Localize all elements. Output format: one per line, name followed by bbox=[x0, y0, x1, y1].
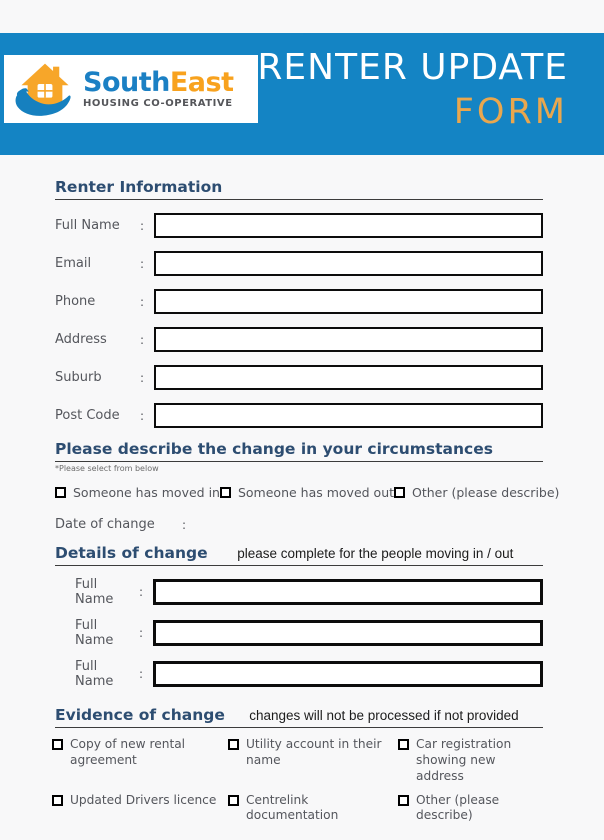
email-input[interactable] bbox=[154, 251, 543, 276]
address-input[interactable] bbox=[154, 327, 543, 352]
option-utility-account[interactable] bbox=[228, 737, 398, 785]
brand-name bbox=[83, 66, 234, 98]
details-full-name-label: Full Name bbox=[75, 618, 114, 648]
logo-text bbox=[83, 66, 234, 110]
moving-person-1-name-input[interactable] bbox=[153, 579, 543, 605]
evidence-options bbox=[52, 737, 543, 824]
option-someone-moved-in[interactable] bbox=[55, 485, 220, 500]
renter-information-heading-text: Renter Information bbox=[55, 178, 223, 196]
other-circumstance-checkbox[interactable] bbox=[394, 487, 405, 498]
select-from-below-note: *Please select from below bbox=[55, 464, 159, 473]
details-heading-text: Details of change bbox=[55, 544, 208, 562]
post-code-input[interactable] bbox=[154, 403, 543, 428]
phone-label: Phone bbox=[55, 294, 96, 309]
suburb-label: Suburb bbox=[55, 370, 102, 385]
evidence-heading bbox=[55, 706, 543, 728]
details-note: please complete for the people moving in / out bbox=[237, 546, 514, 561]
someone-moved-out-label: Someone has moved out bbox=[237, 485, 395, 500]
colon-separator: : bbox=[139, 585, 144, 599]
drivers-licence-checkbox[interactable] bbox=[52, 795, 63, 806]
field-row-post-code bbox=[55, 403, 543, 428]
drivers-licence-label: Updated Drivers licence bbox=[70, 792, 217, 807]
evidence-heading-text: Evidence of change bbox=[55, 706, 225, 724]
field-row-suburb bbox=[55, 365, 543, 390]
logo bbox=[4, 55, 258, 123]
date-of-change-label: Date of change bbox=[55, 517, 155, 532]
someone-moved-in-label: Someone has moved in bbox=[73, 485, 220, 500]
other-circumstance-label: Other (please describe) bbox=[412, 485, 560, 500]
car-registration-label: Car registration showing new address bbox=[416, 737, 512, 783]
moving-person-3-name-input[interactable] bbox=[153, 661, 543, 687]
option-other-evidence[interactable] bbox=[398, 793, 543, 825]
details-heading bbox=[55, 544, 543, 566]
field-row-address bbox=[55, 327, 543, 352]
evidence-note: changes will not be processed if not provided bbox=[249, 708, 519, 723]
car-registration-checkbox[interactable] bbox=[398, 739, 409, 750]
option-rental-agreement[interactable] bbox=[52, 737, 228, 785]
details-row-1 bbox=[75, 577, 543, 607]
someone-moved-out-checkbox[interactable] bbox=[220, 487, 231, 498]
form-title bbox=[257, 47, 568, 132]
section-evidence-of-change bbox=[55, 706, 543, 824]
post-code-label: Post Code bbox=[55, 408, 120, 423]
field-row-email bbox=[55, 251, 543, 276]
colon-separator: : bbox=[140, 332, 145, 347]
details-full-name-label: Full Name bbox=[75, 659, 114, 689]
other-evidence-checkbox[interactable] bbox=[398, 795, 409, 806]
suburb-input[interactable] bbox=[154, 365, 543, 390]
rental-agreement-label: Copy of new rental agreement bbox=[70, 737, 186, 767]
colon-separator: : bbox=[182, 517, 187, 532]
colon-separator: : bbox=[140, 218, 145, 233]
address-label: Address bbox=[55, 332, 107, 347]
circumstance-options bbox=[55, 485, 560, 500]
utility-account-label: Utility account in their name bbox=[246, 737, 382, 767]
brand-east: East bbox=[169, 66, 234, 98]
brand-south: South bbox=[83, 66, 170, 98]
section-renter-information bbox=[55, 178, 543, 428]
section-details-of-change bbox=[55, 544, 543, 689]
section-circumstances bbox=[55, 440, 560, 532]
form-content bbox=[0, 178, 604, 824]
utility-account-checkbox[interactable] bbox=[228, 739, 239, 750]
rental-agreement-checkbox[interactable] bbox=[52, 739, 63, 750]
someone-moved-in-checkbox[interactable] bbox=[55, 487, 66, 498]
option-someone-moved-out[interactable] bbox=[220, 485, 394, 500]
colon-separator: : bbox=[139, 626, 144, 640]
phone-input[interactable] bbox=[154, 289, 543, 314]
form-title-line2: FORM bbox=[453, 92, 568, 132]
circumstances-heading-text: Please describe the change in your circumstances bbox=[55, 440, 493, 458]
centrelink-documentation-label: Centrelink documentation bbox=[246, 792, 339, 823]
house-hand-logo-icon bbox=[14, 60, 76, 118]
other-evidence-label: Other (please describe) bbox=[416, 792, 500, 823]
brand-tagline: HOUSING CO-OPERATIVE bbox=[83, 98, 233, 110]
field-row-full-name bbox=[55, 213, 543, 238]
details-full-name-label: Full Name bbox=[75, 577, 114, 607]
option-car-registration[interactable] bbox=[398, 737, 543, 785]
date-of-change-row bbox=[55, 517, 543, 532]
option-drivers-licence[interactable] bbox=[52, 793, 228, 825]
colon-separator: : bbox=[139, 667, 144, 681]
centrelink-documentation-checkbox[interactable] bbox=[228, 795, 239, 806]
details-row-2 bbox=[75, 618, 543, 648]
renter-information-heading bbox=[55, 178, 543, 200]
form-title-line1: RENTER UPDATE bbox=[257, 47, 568, 88]
details-row-3 bbox=[75, 659, 543, 689]
field-row-phone bbox=[55, 289, 543, 314]
full-name-label: Full Name bbox=[55, 218, 120, 233]
moving-person-2-name-input[interactable] bbox=[153, 620, 543, 646]
colon-separator: : bbox=[140, 294, 145, 309]
colon-separator: : bbox=[140, 370, 145, 385]
option-centrelink-documentation[interactable] bbox=[228, 793, 398, 825]
colon-separator: : bbox=[140, 408, 145, 423]
option-other-circumstance[interactable] bbox=[394, 485, 559, 500]
circumstances-heading bbox=[55, 440, 543, 462]
email-label: Email bbox=[55, 256, 92, 271]
colon-separator: : bbox=[140, 256, 145, 271]
full-name-input[interactable] bbox=[154, 213, 543, 238]
header-banner bbox=[0, 33, 604, 155]
